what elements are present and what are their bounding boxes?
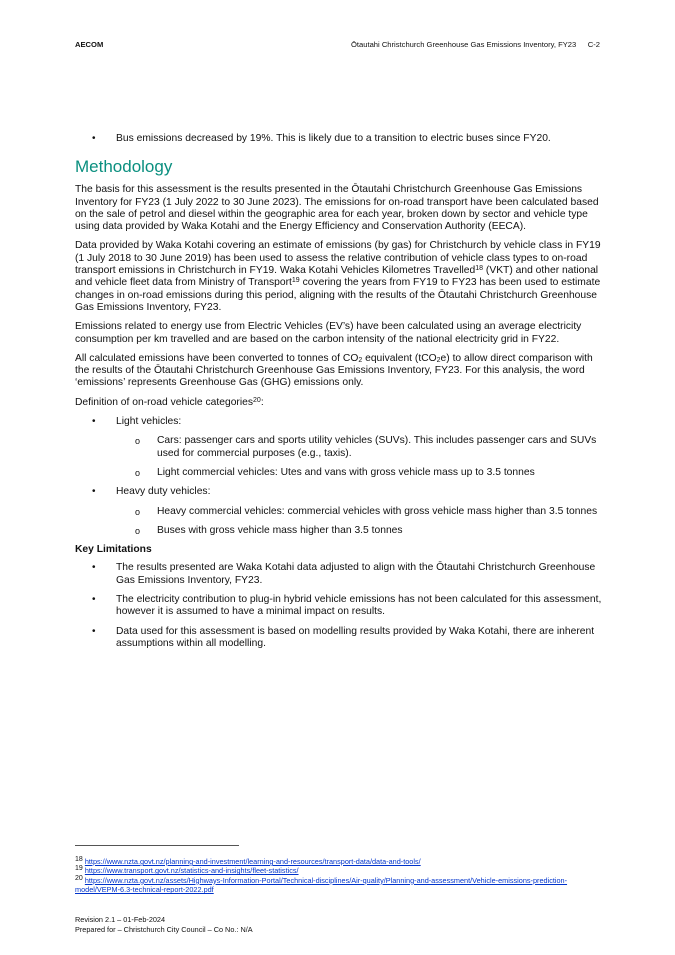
bullet-text: The results presented are Waka Kotahi data adjusted to align with the Ōtautahi Christchurch Greenhouse Gas Emissions Inventory, FY23. — [116, 562, 596, 586]
footnote-ref-20: 20 — [253, 396, 261, 404]
page-number: C-2 — [587, 40, 600, 49]
bullet-icon: • — [92, 416, 96, 428]
bullet-icon: • — [92, 486, 96, 498]
footnote-link[interactable]: https://www.nzta.govt.nz/planning-and-investment/learning-and-resources/transport-data/data-and-tools/ — [84, 857, 421, 866]
page-header — [75, 40, 600, 52]
footnote-number: 18 — [75, 856, 83, 863]
list-item — [75, 626, 603, 651]
footnote-ref-18: 18 — [475, 265, 484, 273]
revision-text: Revision 2.1 – 01-Feb-2024 — [75, 915, 166, 924]
footnote-number: 19 — [75, 865, 83, 873]
text-run: All calculated emissions have been converted to tonnes of CO — [75, 352, 359, 364]
page-footer — [75, 915, 253, 934]
bullet-text: Bus emissions decreased by 19%. This is likely due to a transition to electric buses since FY20. — [116, 133, 551, 144]
text-run: equivalent (tCO — [362, 352, 437, 364]
list-item — [75, 562, 603, 587]
section-heading-key-limitations: Key Limitations — [75, 544, 152, 556]
footnote-number: 20 — [75, 874, 83, 882]
footnote-18 — [75, 857, 605, 866]
main-content — [75, 133, 603, 657]
footnote-link[interactable]: https://www.transport.govt.nz/statistics-and-insights/fleet-statistics/ — [84, 866, 299, 876]
prepared-for-text: Prepared for – Christchurch City Council – Co No.: N/A — [75, 924, 253, 934]
footnote-19 — [75, 866, 605, 875]
footnote-ref-19: 19 — [291, 277, 300, 285]
sub-bullet-text: Buses with gross vehicle mass higher than 3.5 tonnes — [157, 524, 403, 536]
bullet-icon: • — [92, 594, 96, 606]
list-item — [75, 594, 603, 619]
section-heading-methodology: Methodology — [75, 157, 173, 177]
bullet-text: Heavy duty vehicles: — [116, 486, 211, 498]
circle-bullet-icon: o — [135, 525, 141, 536]
paragraph — [75, 397, 603, 409]
text-run: : — [260, 396, 264, 408]
circle-bullet-icon: o — [135, 436, 141, 447]
bullet-text: Light vehicles: — [116, 416, 182, 428]
sub-bullet-text: Cars: passenger cars and sports utility vehicles (SUVs). This includes passenger cars and SUVs used for commercial purposes (e.g., taxis). — [157, 435, 597, 459]
paragraph: The basis for this assessment is the results presented in the Ōtautahi Christchurch Greenhouse Gas Emissions Inventory for FY23 (1 July 2022 to 30 June 2023). The emissions for on-road transport have been calculated based on the sale of petrol and diesel within the geographic area for each year, broken down by sector and vehicle type using data provided by Waka Kotahi and the Energy Efficiency and Conservation Authority (EECA). — [75, 184, 599, 233]
sub-bullet-text: Heavy commercial vehicles: commercial vehicles with gross vehicle mass higher than 3.5 tonnes — [157, 505, 598, 517]
bullet-icon: • — [92, 133, 96, 144]
sub-list-item — [75, 525, 603, 537]
bullet-icon: • — [92, 562, 96, 574]
list-item — [75, 133, 603, 145]
subscript: 2 — [358, 356, 363, 364]
footnote-link[interactable]: https://www.nzta.govt.nz/assets/Highways-Information-Portal/Technical-disciplines/Air-quality/Planning-and-assessment/Vehicle-emissions-prediction-model/VEPM-6.3-technical-report-2022.pdf — [75, 875, 568, 895]
subscript: 2 — [436, 356, 441, 364]
sub-bullet-text: Light commercial vehicles: Utes and vans with gross vehicle mass up to 3.5 tonnes — [157, 466, 535, 478]
text-run: covering the years from FY19 to FY23 has been used to estimate changes in on-road emissions during this period, aligning with the results of the Ōtautahi Christchurch Greenhouse Gas Emissions Inventory, FY23. — [75, 277, 601, 313]
circle-bullet-icon: o — [135, 467, 141, 478]
bullet-icon: • — [92, 625, 96, 637]
text-run: Definition of on-road vehicle categories — [75, 396, 254, 408]
company-name: AECOM — [75, 40, 104, 49]
paragraph: Emissions related to energy use from Electric Vehicles (EV’s) have been calculated using an average electricity consumption per km travelled and are based on the carbon intensity of the national electricity grid in FY22. — [75, 321, 582, 345]
bullet-text: The electricity contribution to plug-in hybrid vehicle emissions has not been calculated for this assessment, however it is assumed to have a minimal impact on results. — [116, 594, 602, 618]
text-run: (VKT) and other national and vehicle fleet data from Ministry of Transport — [75, 265, 599, 289]
circle-bullet-icon: o — [135, 506, 141, 517]
paragraph — [75, 353, 603, 390]
document-title: Ōtautahi Christchurch Greenhouse Gas Emissions Inventory, FY23 — [351, 40, 577, 49]
sub-list-item — [75, 467, 603, 479]
text-run: Data provided by Waka Kotahi covering an estimate of emissions (by gas) for Christchurch by vehicle class in FY19 (1 July 2018 to 30 June 2019) has been used to assess the relative contribution of vehicle class types to on-road transport emissions in Christchurch in FY19. Waka Kotahi Vehicles Kilometres Travelled — [75, 240, 601, 277]
bullet-text: Data used for this assessment is based on modelling results provided by Waka Kotahi, there are inherent assumptions within all modelling. — [116, 625, 595, 649]
footnote-divider — [75, 845, 239, 846]
footnote-20 — [75, 876, 605, 895]
list-item — [75, 486, 603, 498]
footnotes — [75, 857, 605, 895]
text-run: e) to allow direct comparison with the results of the Ōtautahi Christchurch Greenhouse Gas Emissions Inventory, FY23. For this analysis, the word ‘emissions’ represents Greenhouse Gas (GHG) emissions only. — [75, 352, 593, 389]
sub-list-item — [75, 435, 603, 460]
paragraph — [75, 240, 603, 314]
list-item — [75, 416, 603, 428]
sub-list-item — [75, 506, 603, 518]
